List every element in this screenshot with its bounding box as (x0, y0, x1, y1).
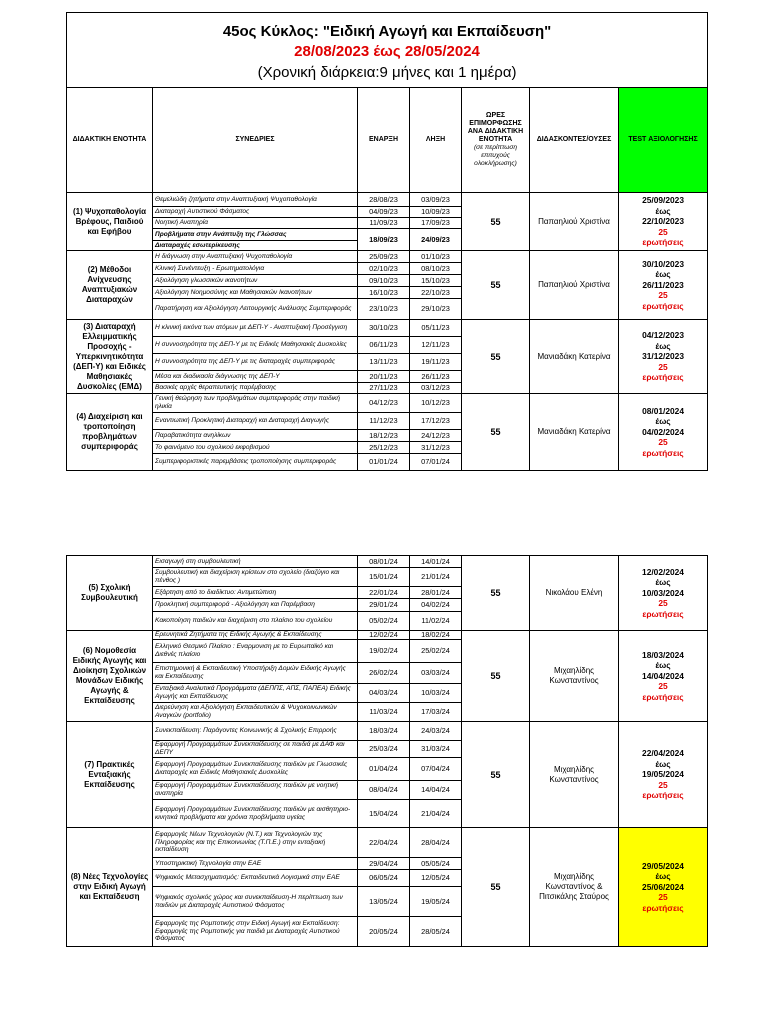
session-title: Το φαινόμενο του σχολικού εκφοβισμού (153, 442, 358, 454)
module-test (619, 320, 708, 394)
session-title: Εφαρμογή Προγραμμάτων Συνεκπαίδευσης παιδιών με Γλωσσικές Διαταραχές και Ειδικές Μαθησιακές Δυσκολίες (153, 758, 358, 781)
session-title: Αξιολόγηση Νοημοσύνης και Μαθησιακών Ικανοτήτων (153, 287, 358, 299)
test-questions-label: ερωτήσεις (642, 691, 684, 702)
session-start: 08/04/24 (358, 781, 410, 800)
session-row (67, 722, 708, 741)
module-name: (3) Διαταραχή Ελλειμματικής Προσοχής - Υπερκινητικότητα (ΔΕΠ-Υ) και Ειδικές Μαθησιακές Δυσκολίες (ΕΜΔ) (67, 320, 153, 394)
session-title: Διαταραχή Αυτιστικού Φάσματος (153, 207, 358, 218)
session-title: Ψηφιακός Μετασχηματισμός: Εκπαιδευτικά Λογισμικά στην ΕΑΕ (153, 870, 358, 887)
module-instructor: Μιχαηλίδης Κωνσταντίνος & Πιτσικάλης Σταύρος (530, 828, 619, 947)
test-from: 22/04/2024 (642, 748, 684, 759)
session-end: 31/12/23 (410, 442, 462, 454)
test-questions-count: 25 (658, 361, 668, 372)
test-sep: έως (655, 416, 671, 427)
session-start: 13/05/24 (358, 887, 410, 917)
session-start: 25/12/23 (358, 442, 410, 454)
session-start: 30/10/23 (358, 320, 410, 337)
session-title: Ενταξιακά Αναλυτικά Προγράμματα (ΔΕΠΠΣ, ΑΠΣ, ΠΑΠΕΑ) Ειδικής Αγωγής και Εκπαίδευσης (153, 684, 358, 703)
session-row (67, 394, 708, 413)
session-end: 29/10/23 (410, 299, 462, 320)
module-name: (8) Νέες Τεχνολογίες στην Ειδική Αγωγή και Εκπαίδευση (67, 828, 153, 947)
col-end: ΛΗΞΗ (410, 88, 462, 193)
module-hours: 55 (462, 722, 530, 828)
session-title: Θεμελιώδη ζητήματα στην Αναπτυξιακή Ψυχοπαθολογία (153, 193, 358, 207)
col-instructors: ΔΙΔΑΣΚΟΝΤΕΣ/ΟΥΣΕΣ (530, 88, 619, 193)
session-start: 25/03/24 (358, 741, 410, 758)
session-title: Εφαρμογή Προγραμμάτων Συνεκπαίδευσης παιδιών με νοητική αναπηρία (153, 781, 358, 800)
session-row (67, 193, 708, 207)
session-title: Εξάρτηση από το διαδίκτυο: Αντιμετώπιση (153, 587, 358, 599)
session-title: Προβλήματα στην Ανάπτυξη της Γλώσσας (153, 229, 358, 241)
test-questions-count: 25 (658, 437, 668, 448)
session-title: Γενική θεώρηση των προβλημάτων συμπεριφοράς στην παιδική ηλικία (153, 394, 358, 413)
session-title: Κλινική Συνέντευξη - Ερωτηματολόγια (153, 263, 358, 275)
session-end: 12/05/24 (410, 870, 462, 887)
session-start: 04/12/23 (358, 394, 410, 413)
session-title: Η κλινική εικόνα των ατόμων με ΔΕΠ-Υ - Αναπτυξιακή Προσέγγιση (153, 320, 358, 337)
session-title: Υποστηρικτική Τεχνολογία στην ΕΑΕ (153, 858, 358, 870)
session-start: 04/03/24 (358, 684, 410, 703)
session-end: 10/09/23 (410, 207, 462, 218)
session-title: Επιστημονική & Εκπαιδευτική Υποστήριξη Δομών Ειδικής Αγωγής και Εκπαίδευσης (153, 663, 358, 684)
module-test (619, 722, 708, 828)
test-from: 08/01/2024 (642, 405, 684, 416)
test-to: 26/11/2023 (642, 279, 684, 290)
col-start: ΕΝΑΡΞΗ (358, 88, 410, 193)
test-sep: έως (655, 871, 671, 882)
test-questions-label: ερωτήσεις (642, 447, 684, 458)
test-questions-count: 25 (658, 290, 668, 301)
module-hours: 55 (462, 394, 530, 471)
module-test (619, 556, 708, 631)
session-start: 05/02/24 (358, 612, 410, 631)
session-start: 12/02/24 (358, 631, 410, 640)
session-end: 24/03/24 (410, 722, 462, 741)
schedule-table-upper (66, 12, 708, 471)
session-start: 11/12/23 (358, 413, 410, 430)
col-test: TEST ΑΞΙΟΛΟΓΗΣΗΣ (619, 88, 708, 193)
module-name: (6) Νομοθεσία Ειδικής Αγωγής και Διοίκηση Σχολικών Μονάδων Ειδικής Αγωγής & Εκπαίδευσης (67, 631, 153, 722)
session-title: Παρατήρηση και Αξιολόγηση Λειτουργικής Ανάλυσης Συμπεριφοράς (153, 299, 358, 320)
session-start: 02/10/23 (358, 263, 410, 275)
session-start: 01/01/24 (358, 454, 410, 471)
session-end: 07/01/24 (410, 454, 462, 471)
session-row (67, 251, 708, 263)
header-row (67, 88, 708, 193)
session-start: 26/02/24 (358, 663, 410, 684)
module-instructor: Μανιαδάκη Κατερίνα (530, 320, 619, 394)
session-title: Εφαρμογή Προγραμμάτων Συνεκπαίδευσης παιδιών με αισθητηριο-κινητικά προβλήματα και χρόνια προβλήματα υγείας (153, 800, 358, 828)
session-end: 21/01/24 (410, 568, 462, 587)
test-from: 29/05/2024 (642, 860, 684, 871)
module-instructor: Μιχαηλίδης Κωνσταντίνος (530, 722, 619, 828)
test-to: 19/05/2024 (642, 769, 684, 780)
session-title: Ψηφιακός σχολικός χώρος και συνεκπαίδευση-Η περίπτωση των παιδιών με Διαταραχές Αυτιστικού Φάσματος (153, 887, 358, 917)
session-start: 29/04/24 (358, 858, 410, 870)
session-title: Μέσα και διαδικασία διάγνωσης της ΔΕΠ-Υ (153, 371, 358, 383)
test-questions-label: ερωτήσεις (642, 608, 684, 619)
test-sep: έως (655, 577, 671, 588)
session-end: 19/11/23 (410, 354, 462, 371)
session-start: 28/08/23 (358, 193, 410, 207)
module-hours: 55 (462, 193, 530, 251)
session-start: 18/09/23 (358, 229, 410, 251)
session-start: 18/12/23 (358, 430, 410, 442)
test-from: 18/03/2024 (642, 649, 684, 660)
test-questions-label: ερωτήσεις (642, 902, 684, 913)
test-questions-count: 25 (658, 892, 668, 903)
session-end: 05/11/23 (410, 320, 462, 337)
session-title: Ερευνητικά Ζητήματα της Ειδικής Αγωγής & Εκπαίδευσης (153, 631, 358, 640)
test-sep: έως (655, 340, 671, 351)
module-test (619, 251, 708, 320)
session-row (67, 828, 708, 858)
session-title: Διαταραχές εσωτερίκευσης (153, 241, 358, 251)
test-to: 04/02/2024 (642, 426, 684, 437)
session-end: 01/10/23 (410, 251, 462, 263)
session-end: 17/12/23 (410, 413, 462, 430)
session-end: 17/09/23 (410, 218, 462, 229)
session-title: Συμπεριφοριστικές παρεμβάσεις τροποποίησης συμπεριφοράς (153, 454, 358, 471)
session-end: 14/04/24 (410, 781, 462, 800)
test-to: 25/06/2024 (642, 881, 684, 892)
session-title: Νοητική Αναπηρία (153, 218, 358, 229)
session-start: 29/01/24 (358, 599, 410, 612)
session-start: 09/10/23 (358, 275, 410, 287)
session-title: Παραβατικότητα ανηλίκων (153, 430, 358, 442)
session-title: Κακοποίηση παιδιών και διαχείριση στο πλαίσιο του σχολείου (153, 612, 358, 631)
session-end: 31/03/24 (410, 741, 462, 758)
test-questions-count: 25 (658, 779, 668, 790)
duration: (Χρονική διάρκεια:9 μήνες και 1 ημέρα) (257, 64, 517, 81)
session-end: 25/02/24 (410, 640, 462, 663)
session-title: Προκλητική συμπεριφορά - Αξιολόγηση και Παρέμβαση (153, 599, 358, 612)
session-start: 01/04/24 (358, 758, 410, 781)
test-from: 04/12/2023 (642, 330, 684, 341)
module-test (619, 631, 708, 722)
test-questions-label: ερωτήσεις (642, 790, 684, 801)
col-module: ΔΙΔΑΚΤΙΚΗ ΕΝΟΤΗΤΑ (67, 88, 153, 193)
session-end: 22/10/23 (410, 287, 462, 299)
date-range: 28/08/2023 έως 28/05/2024 (294, 43, 480, 60)
test-questions-count: 25 (658, 226, 668, 237)
session-end: 17/03/24 (410, 703, 462, 722)
session-end: 24/09/23 (410, 229, 462, 251)
session-title: Αξιολόγηση γλωσσικών ικανοτήτων (153, 275, 358, 287)
session-end: 21/04/24 (410, 800, 462, 828)
module-name: (1) Ψυχοπαθολογία Βρέφους, Παιδιού και Εφήβου (67, 193, 153, 251)
module-name: (4) Διαχείριση και τροποποίηση προβλημάτων συμπεριφοράς (67, 394, 153, 471)
test-sep: έως (655, 758, 671, 769)
session-title: Εφαρμογές της Ρομποτικής στην Ειδική Αγωγή και Εκπαίδευση: Εφαρμογές της Ρομποτικής για παιδιά με Διαταραχές Αυτιστικού Φάσματος (153, 917, 358, 947)
session-end: 03/12/23 (410, 383, 462, 394)
module-hours: 55 (462, 828, 530, 947)
session-start: 25/09/23 (358, 251, 410, 263)
session-end: 28/05/24 (410, 917, 462, 947)
module-name: (2) Μέθοδοι Ανίχνευσης Αναπτυξιακών Διαταραχών (67, 251, 153, 320)
test-from: 25/09/2023 (642, 195, 684, 206)
session-end: 18/02/24 (410, 631, 462, 640)
session-start: 04/09/23 (358, 207, 410, 218)
module-hours: 55 (462, 556, 530, 631)
module-name: (7) Πρακτικές Ενταξιακής Εκπαίδευσης (67, 722, 153, 828)
session-title: Βασικές αρχές θεραπευτικής παρέμβασης (153, 383, 358, 394)
session-title: Εναντιωτική Προκλητική Διαταραχή και Διαταραχή Διαγωγής (153, 413, 358, 430)
col-hours-note: (σε περίπτωση επιτυχούς ολοκλήρωσης) (473, 144, 518, 167)
session-end: 12/11/23 (410, 337, 462, 354)
test-to: 22/10/2023 (642, 216, 684, 227)
col-hours-label: ΩΡΕΣ ΕΠΙΜΟΡΦΩΣΗΣ ΑΝΑ ΔΙΔΑΚΤΙΚΗ ΕΝΟΤΗΤΑ (467, 112, 524, 143)
module-instructor: Μιχαηλίδης Κωνσταντίνος (530, 631, 619, 722)
col-hours (462, 88, 530, 193)
col-sessions: ΣΥΝΕΔΡΙΕΣ (153, 88, 358, 193)
session-title: Συνεκπαίδευση: Παράγοντες Κοινωνικής & Σχολικής Επιρροής (153, 722, 358, 741)
test-sep: έως (655, 660, 671, 671)
session-title: Η συννοσηρότητα της ΔΕΠ-Υ με τις διαταραχές συμπεριφοράς (153, 354, 358, 371)
session-row (67, 320, 708, 337)
test-sep: έως (655, 269, 671, 280)
module-test (619, 394, 708, 471)
session-end: 08/10/23 (410, 263, 462, 275)
session-end: 28/04/24 (410, 828, 462, 858)
session-title: Η συννοσηρότητα της ΔΕΠ-Υ με τις Ειδικές Μαθησιακές Δυσκολίες (153, 337, 358, 354)
session-title: Εφαρμογές Νέων Τεχνολογιών (Ν.Τ.) και Τεχνολογιών της Πληροφορίας και της Επικοινωνίας (Τ.Π.Ε.) στην ενταξιακή εκπαίδευση (153, 828, 358, 858)
session-row (67, 556, 708, 568)
session-start: 11/03/24 (358, 703, 410, 722)
test-questions-label: ερωτήσεις (642, 372, 684, 383)
module-hours: 55 (462, 320, 530, 394)
schedule-table-lower (66, 555, 708, 947)
session-start: 20/05/24 (358, 917, 410, 947)
test-from: 12/02/2024 (642, 566, 684, 577)
session-end: 15/10/23 (410, 275, 462, 287)
test-questions-count: 25 (658, 598, 668, 609)
module-name: (5) Σχολική Συμβουλευτική (67, 556, 153, 631)
session-start: 27/11/23 (358, 383, 410, 394)
session-end: 14/01/24 (410, 556, 462, 568)
session-end: 10/03/24 (410, 684, 462, 703)
session-start: 23/10/23 (358, 299, 410, 320)
session-start: 22/01/24 (358, 587, 410, 599)
session-start: 06/11/23 (358, 337, 410, 354)
session-title: Εισαγωγή στη συμβουλευτική (153, 556, 358, 568)
session-start: 19/02/24 (358, 640, 410, 663)
session-start: 20/11/23 (358, 371, 410, 383)
session-title: Συμβουλευτική και διαχείριση κρίσεων στο σχολείο (διαζύγιο και πένθος ) (153, 568, 358, 587)
session-end: 19/05/24 (410, 887, 462, 917)
test-from: 30/10/2023 (642, 258, 684, 269)
session-title: Διερεύνηση και Αξιολόγηση Εκπαιδευτικών & Ψυχοκοινωνικών Αναγκών (portfolio) (153, 703, 358, 722)
module-hours: 55 (462, 251, 530, 320)
session-end: 26/11/23 (410, 371, 462, 383)
session-start: 08/01/24 (358, 556, 410, 568)
session-end: 05/05/24 (410, 858, 462, 870)
session-start: 15/01/24 (358, 568, 410, 587)
module-test (619, 828, 708, 947)
module-instructor: Παπαηλιού Χριστίνα (530, 251, 619, 320)
page-title: 45ος Κύκλος: "Ειδική Αγωγή και Εκπαίδευση" (222, 23, 552, 40)
session-end: 04/02/24 (410, 599, 462, 612)
test-questions-label: ερωτήσεις (642, 237, 684, 248)
test-sep: έως (655, 205, 671, 216)
session-end: 03/09/23 (410, 193, 462, 207)
session-end: 11/02/24 (410, 612, 462, 631)
session-end: 10/12/23 (410, 394, 462, 413)
module-hours: 55 (462, 631, 530, 722)
session-title: Ελληνικό Θεσμικό Πλαίσιο : Εναρμονιση με το Ευρωπαϊκό και Διεθνές πλαίσιο (153, 640, 358, 663)
session-start: 15/04/24 (358, 800, 410, 828)
title-block (67, 13, 708, 88)
session-end: 07/04/24 (410, 758, 462, 781)
module-instructor: Παπαηλιού Χριστίνα (530, 193, 619, 251)
session-title: Εφαρμογή Προγραμμάτων Συνεκπαίδευσης σε παιδιά με ΔΑΦ και ΔΕΠΥ (153, 741, 358, 758)
test-questions-count: 25 (658, 681, 668, 692)
session-start: 18/03/24 (358, 722, 410, 741)
session-start: 22/04/24 (358, 828, 410, 858)
session-end: 03/03/24 (410, 663, 462, 684)
session-end: 24/12/23 (410, 430, 462, 442)
session-start: 06/05/24 (358, 870, 410, 887)
test-to: 14/04/2024 (642, 670, 684, 681)
test-to: 31/12/2023 (642, 351, 684, 362)
module-test (619, 193, 708, 251)
session-start: 16/10/23 (358, 287, 410, 299)
session-title: Η διάγνωση στην Αναπτυξιακή Ψυχοπαθολογία (153, 251, 358, 263)
session-end: 28/01/24 (410, 587, 462, 599)
session-row (67, 631, 708, 640)
test-to: 10/03/2024 (642, 587, 684, 598)
module-instructor: Μανιαδάκη Κατερίνα (530, 394, 619, 471)
module-instructor: Νικολάου Ελένη (530, 556, 619, 631)
session-start: 13/11/23 (358, 354, 410, 371)
test-questions-label: ερωτήσεις (642, 300, 684, 311)
session-start: 11/09/23 (358, 218, 410, 229)
